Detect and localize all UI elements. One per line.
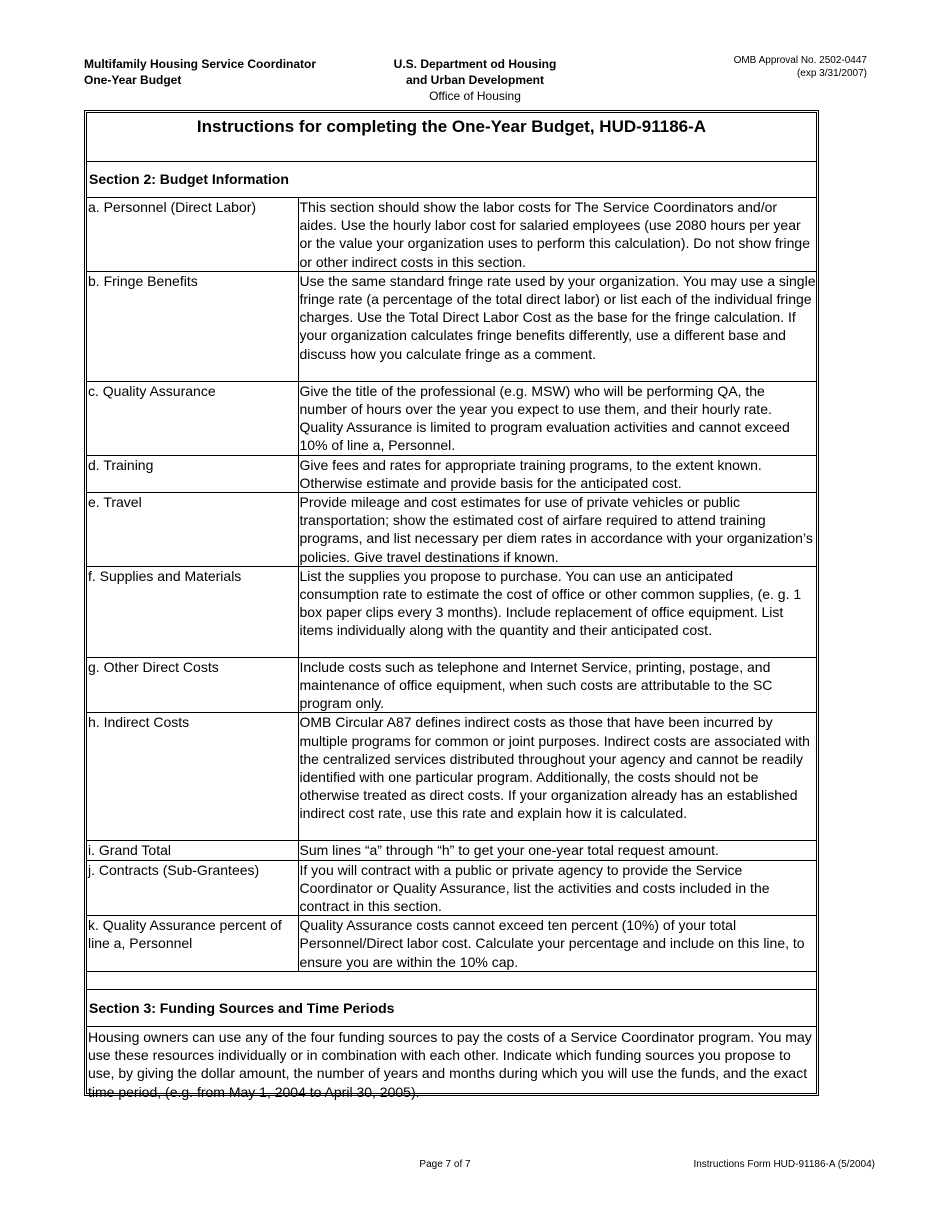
- row-description: Give fees and rates for appropriate training programs, to the extent known. Otherwise estimate and provide basis for the anticipated cost.: [298, 455, 816, 492]
- header-department-line1: U.S. Department od Housing: [393, 57, 557, 71]
- section2-heading: Section 2: Budget Information: [87, 162, 816, 198]
- header-omb-number: OMB Approval No. 2502-0447: [733, 55, 867, 66]
- budget-instructions-table: [87, 198, 816, 972]
- header-department-line3: Office of Housing: [429, 89, 521, 103]
- row-description: If you will contract with a public or private agency to provide the Service Coordinator or Quality Assurance, list the activities and costs included in the contract in this section.: [298, 860, 816, 916]
- row-label: g. Other Direct Costs: [87, 657, 298, 713]
- row-description: Provide mileage and cost estimates for use of private vehicles or public transportation; show the estimated cost of airfare required to attend training programs, and list necessary per diem rates in accordance with your organization’s policies. Give travel destinations if known.: [298, 493, 816, 567]
- footer-page-number: Page 7 of 7: [419, 1159, 471, 1170]
- row-description: Give the title of the professional (e.g. MSW) who will be performing QA, the number of hours over the year you expect to use them, and their hourly rate. Quality Assurance is limited to program evaluation activities and cannot exceed 10% of line a, Personnel.: [298, 381, 816, 455]
- header-department-line2: and Urban Development: [405, 73, 545, 87]
- row-label: h. Indirect Costs: [87, 713, 298, 841]
- table-row: [87, 566, 816, 657]
- row-description: Include costs such as telephone and Internet Service, printing, postage, and maintenance of office equipment, when such costs are attributable to the SC program only.: [298, 657, 816, 713]
- row-label: b. Fringe Benefits: [87, 271, 298, 381]
- table-spacer: [87, 972, 816, 990]
- section3-heading: Section 3: Funding Sources and Time Periods: [87, 990, 816, 1027]
- table-row: [87, 271, 816, 381]
- table-row: [87, 381, 816, 455]
- row-description: OMB Circular A87 defines indirect costs as those that have been incurred by multiple programs for common or joint purposes. Indirect costs are associated with the centralized services distributed throughout your agency and cannot be readily identified with one particular program. Additionally, the costs should not be otherwise treated as direct costs. If your organization already has an established indirect cost rate, use this rate and explain how it is calculated.: [298, 713, 816, 841]
- header-department: [385, 56, 565, 104]
- row-label: k. Quality Assurance percent of line a, Personnel: [87, 916, 298, 972]
- section3-body: Housing owners can use any of the four funding sources to pay the costs of a Service Coordinator program. You may use these resources individually or in combination with each other. Indicate which funding sources you propose to use, by giving the dollar amount, the number of years and months during which you will use the funds, and the exact time period, (e.g. from May 1, 2004 to April 30, 2005).: [88, 1028, 812, 1100]
- table-row: [87, 841, 816, 860]
- header-program-line2: One-Year Budget: [84, 73, 182, 87]
- header-program-line1: Multifamily Housing Service Coordinator: [84, 57, 317, 71]
- table-row: [87, 455, 816, 492]
- table-row: [87, 493, 816, 567]
- row-description: Quality Assurance costs cannot exceed ten percent (10%) of your total Personnel/Direct labor cost. Calculate your percentage and include on this line, to ensure you are within the 10% cap.: [298, 916, 816, 972]
- row-label: j. Contracts (Sub-Grantees): [87, 860, 298, 916]
- table-row: [87, 860, 816, 916]
- table-row: [87, 198, 816, 271]
- page-title: Instructions for completing the One-Year Budget, HUD-91186-A: [87, 113, 816, 162]
- table-row: [87, 657, 816, 713]
- table-row: [87, 916, 816, 972]
- footer-form-id: Instructions Form HUD-91186-A (5/2004): [693, 1159, 875, 1170]
- row-label: c. Quality Assurance: [87, 381, 298, 455]
- header-omb-approval: [734, 54, 867, 80]
- row-description: This section should show the labor costs for The Service Coordinators and/or aides. Use the hourly labor cost for salaried employees (use 2080 hours per year or the value your organization uses to perform this calculation). Do not show fringe or other indirect costs in this section.: [298, 198, 816, 271]
- row-label: i. Grand Total: [87, 841, 298, 860]
- row-description: Sum lines “a” through “h” to get your one-year total request amount.: [298, 841, 816, 860]
- instructions-frame: [84, 110, 819, 1100]
- header-program-title: [84, 56, 316, 88]
- row-label: e. Travel: [87, 493, 298, 567]
- row-label: d. Training: [87, 455, 298, 492]
- row-label: f. Supplies and Materials: [87, 566, 298, 657]
- row-label: a. Personnel (Direct Labor): [87, 198, 298, 271]
- row-description: List the supplies you propose to purchase. You can use an anticipated consumption rate to estimate the cost of office or other common supplies, (e. g. 1 box paper clips every 3 months). Include replacement of office equipment. List items individually along with the quantity and their anticipated cost.: [298, 566, 816, 657]
- table-row: [87, 713, 816, 841]
- header-omb-expiry: (exp 3/31/2007): [796, 68, 867, 79]
- row-description: Use the same standard fringe rate used by your organization. You may use a single fringe rate (a percentage of the total direct labor) or list each of the individual fringe charges. Use the Total Direct Labor Cost as the base for the fringe calculation. If your organization calculates fringe benefits differently, use a different base and discuss how you calculate fringe as a comment.: [298, 271, 816, 381]
